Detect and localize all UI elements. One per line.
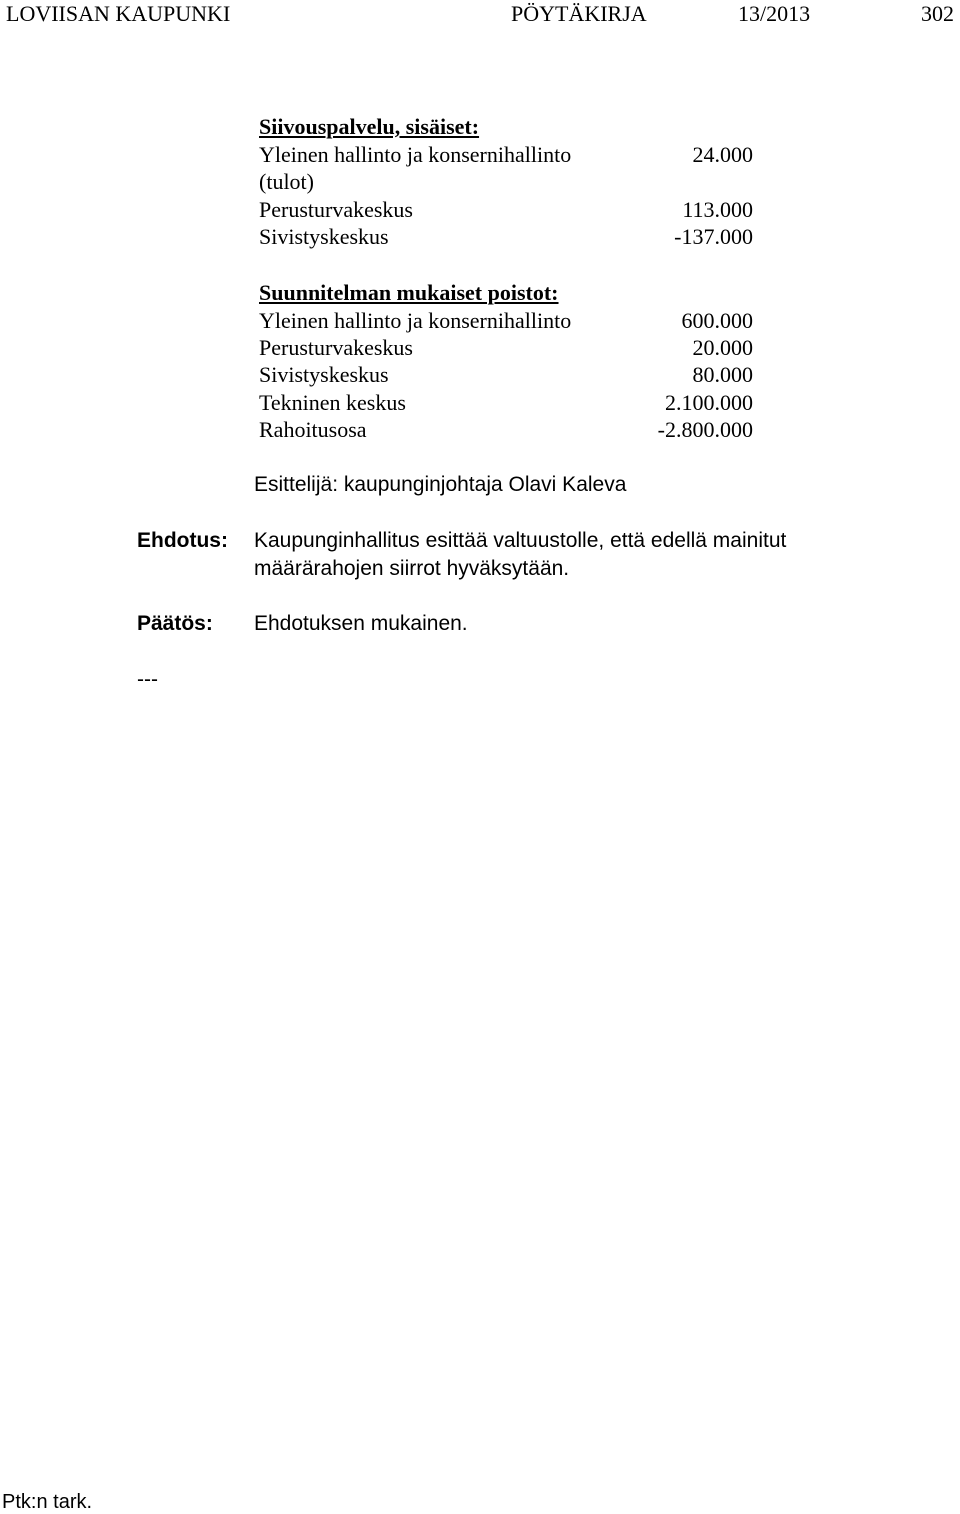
row-label: Sivistyskeskus — [259, 224, 389, 249]
proposal-label: Ehdotus: — [137, 529, 228, 552]
row-label: (tulot) — [259, 169, 314, 194]
section-heading: Suunnitelman mukaiset poistot: — [259, 280, 559, 305]
proposal-text-line1: Kaupunginhallitus esittää valtuustolle, että edellä mainitut — [254, 529, 787, 552]
row-label: Tekninen keskus — [259, 390, 406, 415]
row-value: 20.000 — [692, 335, 753, 360]
separator: --- — [137, 668, 158, 691]
row-value: -137.000 — [674, 224, 753, 249]
row-label: Sivistyskeskus — [259, 362, 389, 387]
row-label: Rahoitusosa — [259, 417, 367, 442]
row-value: 80.000 — [692, 362, 753, 387]
section-heading: Siivouspalvelu, sisäiset: — [259, 114, 480, 139]
decision-text: Ehdotuksen mukainen. — [254, 612, 468, 635]
row-value: 600.000 — [681, 308, 753, 333]
header-doc-type: PÖYTÄKIRJA — [511, 1, 647, 26]
row-value: -2.800.000 — [657, 417, 753, 442]
row-label: Perusturvakeskus — [259, 335, 413, 360]
presenter-line: Esittelijä: kaupunginjohtaja Olavi Kaleva — [254, 473, 627, 496]
row-value: 24.000 — [692, 142, 753, 167]
row-value: 2.100.000 — [665, 390, 753, 415]
row-value: 113.000 — [682, 197, 753, 222]
row-label: Yleinen hallinto ja konsernihallinto — [259, 308, 572, 333]
decision-label: Päätös: — [137, 612, 213, 635]
header-issue: 13/2013 — [738, 1, 811, 26]
header-org: LOVIISAN KAUPUNKI — [6, 1, 231, 26]
proposal-text-line2: määrärahojen siirrot hyväksytään. — [254, 557, 570, 580]
row-label: Perusturvakeskus — [259, 197, 413, 222]
row-label: Yleinen hallinto ja konsernihallinto — [259, 142, 572, 167]
header-page-number: 302 — [921, 1, 954, 26]
footer-check: Ptk:n tark. — [2, 1491, 93, 1513]
